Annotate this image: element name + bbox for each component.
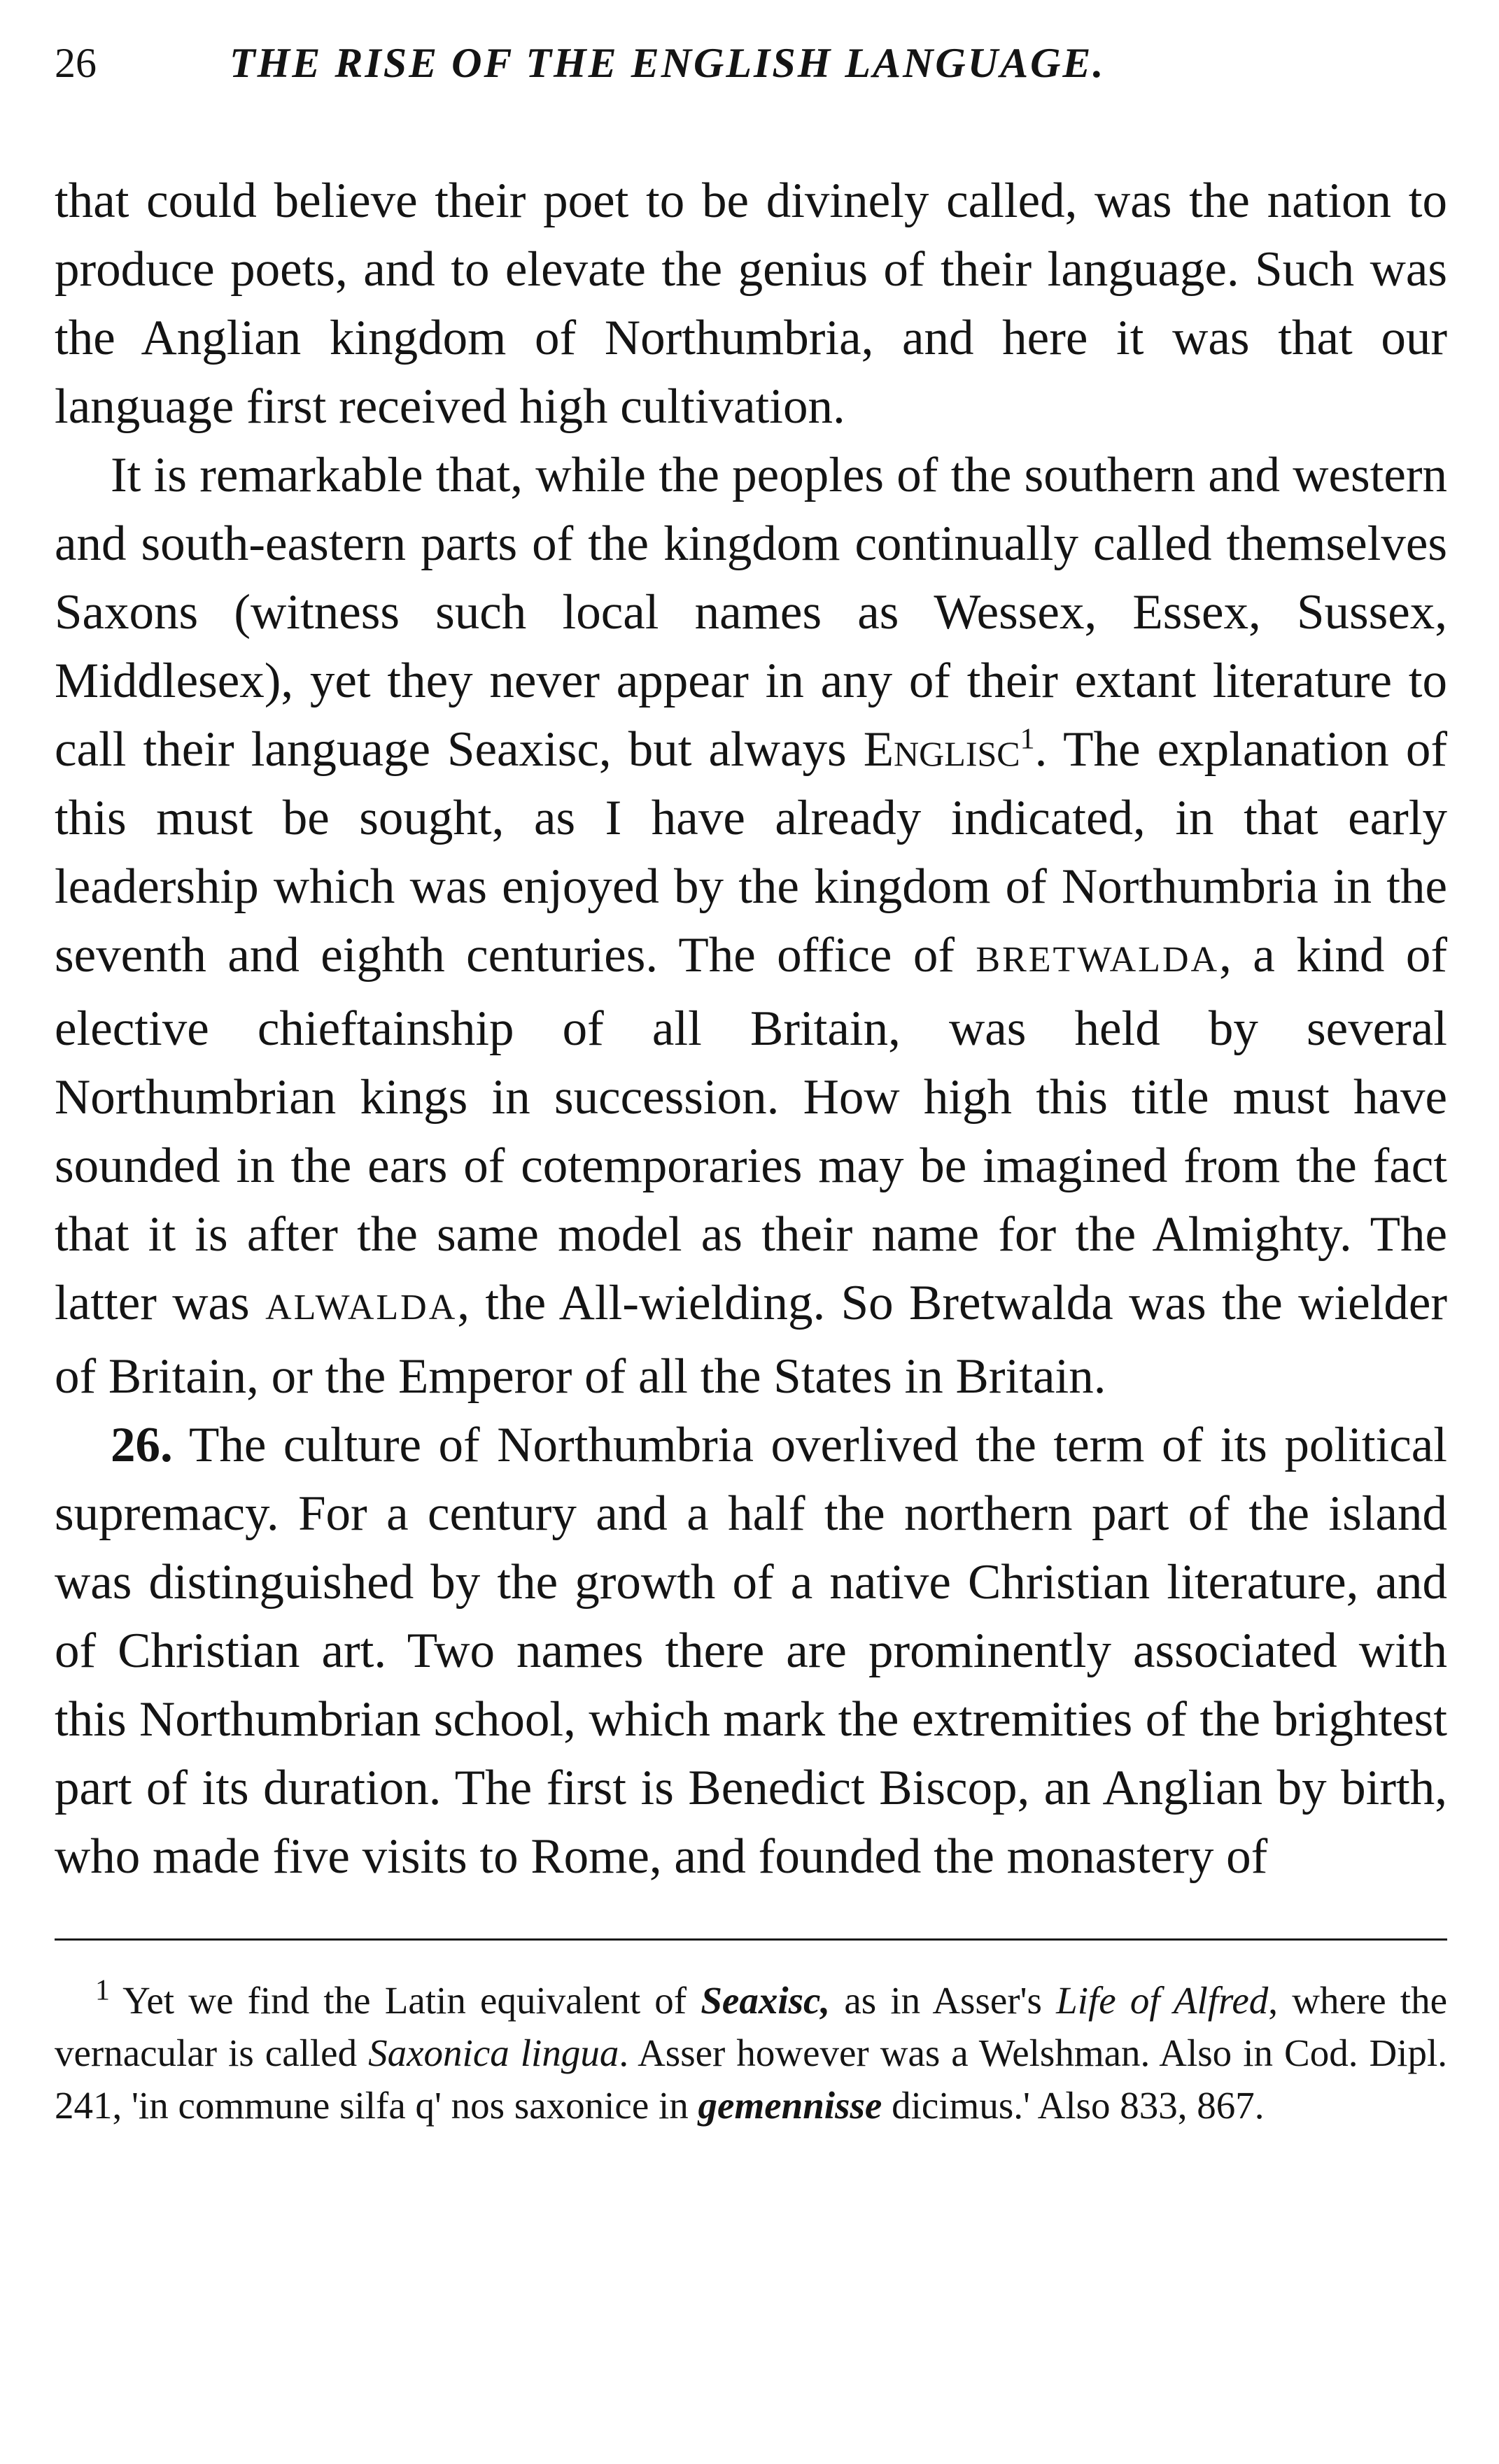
footnote-term-saxonica-lingua: Saxonica lingua — [368, 2032, 619, 2074]
footnote-term-gemennisse: gemennisse — [698, 2084, 882, 2127]
paragraph-section-26 — [55, 1411, 1447, 1891]
alwalda-term: ALWALDA — [265, 1288, 458, 1328]
footnote-term-seaxisc: Seaxisc, — [701, 1979, 831, 2022]
paragraph-englisc — [55, 441, 1447, 1411]
body-text — [55, 167, 1447, 1891]
footnote-text: . Asser however was a Welshman. Also in Cod. Dipl. 241, 'in commune silfa q' nos saxonice in — [55, 2032, 1447, 2127]
paragraph-continuation: that could believe their poet to be divinely called, was the nation to produce poets, and to elevate the genius of their language. Such was the Anglian kingdom of Northumbria, and here it was that our language first received high cultivation. — [55, 174, 1447, 434]
bretwalda-term: BRETWALDA — [976, 940, 1220, 980]
footnote-text: as in Asser's — [830, 1979, 1057, 2022]
footnote-divider — [55, 1938, 1447, 1941]
book-page — [55, 28, 1447, 2170]
paragraph-text: . The explanation of this must be sought, as I have already indicated, in that early leadership which was enjoyed by the kingdom of Northumbria in the seventh and eighth centuries. The office of — [55, 722, 1447, 983]
footnote-title-life-of-alfred: Life of Alfred — [1056, 1979, 1269, 2022]
paragraph-text: It is remarkable that, while the peoples of the southern and western and south-eastern parts of the kingdom continually called themselves Saxons (witness such local names as Wessex, Essex, Sussex, Middlesex), yet they never appear in any of their extant literature to call their language Seaxisc, but always — [55, 448, 1447, 777]
footnote — [55, 1974, 1447, 2132]
footnote-marker: 1 — [95, 1974, 110, 2007]
footnote-reference: 1 — [1020, 723, 1035, 756]
running-title: THE RISE OF THE ENGLISH LANGUAGE. — [230, 40, 1106, 86]
paragraph-text: The culture of Northumbria overlived the term of its political supremacy. For a century and a half the northern part of the island was distinguished by the growth of a native Christian literature, and of Christian art. Two names there are prominently associated with this Northumbrian school, which mark the extremities of the brightest part of its duration. The first is Benedict Biscop, an Anglian by birth, who made five visits to Rome, and founded the monastery of — [55, 1418, 1447, 1884]
englisc-term: Englisc — [863, 722, 1020, 777]
footnote-text: , where the vernacular is called — [55, 1979, 1447, 2074]
paragraph-text: , the All-wielding. So Bretwalda was the wielder of Britain, or the Emperor of all the States in Britain. — [55, 1276, 1447, 1404]
footnote-text: Yet we find the Latin equivalent of — [110, 1979, 701, 2022]
footnote-text: dicimus.' Also 833, 867. — [882, 2084, 1265, 2127]
paragraph-text: , a kind of elective chieftainship of all Britain, was held by several Northumbrian kings in succession. How high this title must have sounded in the ears of cotemporaries may be imagined from the fact that it is after the same model as their name for the Almighty. The latter was — [55, 928, 1447, 1330]
section-number: 26. — [111, 1418, 173, 1472]
page-number: 26 — [55, 40, 97, 86]
page-header — [55, 28, 1447, 98]
